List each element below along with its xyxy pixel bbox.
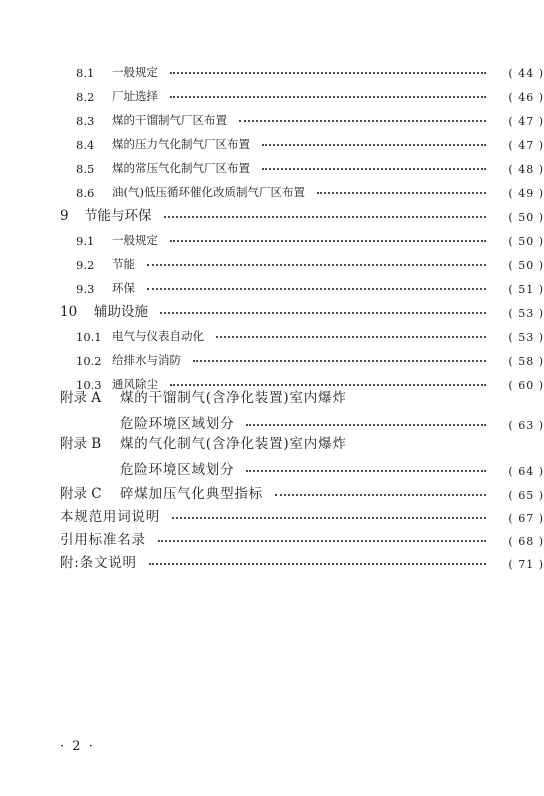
dot-leader (317, 192, 486, 194)
section-title: 厂址选择 (112, 89, 158, 103)
toc-entry-9-1[interactable] (0, 224, 544, 248)
chapter-title: 辅助设施 (94, 304, 148, 320)
page-reference: ( 50 ) (508, 259, 544, 272)
toc-entry-cited-standards[interactable] (0, 524, 544, 548)
section-number: 10.2 (76, 354, 102, 368)
section-title: 给排水与消防 (112, 353, 181, 367)
dot-leader (158, 540, 486, 542)
section-number: 10.3 (76, 378, 102, 392)
section-title: 煤的压力气化制气厂区布置 (112, 137, 250, 151)
section-number: 9.1 (76, 234, 95, 248)
toc-entry-8-1[interactable] (0, 56, 544, 80)
dot-leader (170, 72, 486, 74)
dot-leader (246, 470, 486, 472)
chapter-title: 节能与环保 (84, 208, 152, 224)
toc-entry-10[interactable] (0, 296, 544, 320)
page-reference: ( 68 ) (508, 535, 544, 548)
appendix-title: 煤的气化制气(含净化装置)室内爆炸 (120, 436, 347, 452)
section-number: 9.2 (76, 258, 95, 272)
toc-entry-8-4[interactable] (0, 128, 544, 152)
page-reference: ( 47 ) (508, 115, 544, 128)
entry-title: 引用标准名录 (60, 532, 146, 548)
toc-entry-appendix-b-line1[interactable] (60, 428, 347, 452)
section-title: 煤的干馏制气厂区布置 (112, 113, 227, 127)
chapter-number: 9 (60, 208, 69, 224)
toc-entry-9-3[interactable] (0, 272, 544, 296)
section-number: 8.5 (76, 162, 95, 176)
section-number: 8.2 (76, 90, 95, 104)
page-reference: ( 60 ) (508, 379, 544, 392)
section-number: 8.1 (76, 66, 95, 80)
appendix-number: 附录 B (60, 436, 102, 452)
page-reference: ( 63 ) (508, 419, 544, 432)
toc-entry-appendix-b-line2[interactable] (0, 454, 544, 478)
dot-leader (147, 288, 486, 290)
entry-title: 附:条文说明 (60, 555, 137, 571)
section-number: 9.3 (76, 282, 95, 296)
page-reference: ( 53 ) (508, 307, 544, 320)
page-reference: ( 44 ) (508, 67, 544, 80)
toc-entry-9[interactable] (0, 200, 544, 224)
section-number: 8.6 (76, 186, 95, 200)
section-number: 8.4 (76, 138, 95, 152)
page-reference: ( 71 ) (508, 558, 544, 571)
dot-leader (164, 216, 487, 218)
dot-leader (147, 264, 486, 266)
appendix-number: 附录 A (60, 390, 102, 406)
section-title: 电气与仪表自动化 (112, 329, 204, 343)
page-reference: ( 50 ) (508, 211, 544, 224)
page-reference: ( 46 ) (508, 91, 544, 104)
dot-leader (262, 168, 486, 170)
appendix-title: 碎煤加压气化典型指标 (120, 486, 263, 502)
chapter-number: 10 (60, 304, 78, 320)
section-number: 8.3 (76, 114, 95, 128)
dot-leader (216, 336, 486, 338)
dot-leader (262, 144, 486, 146)
toc-entry-appendix-c[interactable] (0, 478, 544, 502)
page-number: · 2 · (60, 739, 95, 754)
section-title: 一般规定 (112, 65, 158, 79)
page-reference: ( 65 ) (508, 489, 544, 502)
toc-entry-9-2[interactable] (0, 248, 544, 272)
toc-entry-10-1[interactable] (0, 320, 544, 344)
page-reference: ( 48 ) (508, 163, 544, 176)
page-reference: ( 67 ) (508, 512, 544, 525)
section-title: 一般规定 (112, 233, 158, 247)
page-reference: ( 47 ) (508, 139, 544, 152)
appendix-number: 附录 C (60, 486, 102, 502)
dot-leader (246, 424, 486, 426)
dot-leader (239, 120, 486, 122)
toc-entry-8-2[interactable] (0, 80, 544, 104)
appendix-title: 煤的干馏制气(含净化装置)室内爆炸 (120, 390, 347, 406)
page-reference: ( 64 ) (508, 465, 544, 478)
toc-entry-appendix-a-line1[interactable] (60, 382, 347, 406)
dot-leader (275, 494, 486, 496)
section-number: 10.1 (76, 330, 102, 344)
page-reference: ( 58 ) (508, 355, 544, 368)
toc-entry-clause-explanation[interactable] (0, 547, 544, 571)
dot-leader (172, 517, 486, 519)
section-title: 煤的常压气化制气厂区布置 (112, 161, 250, 175)
page-reference: ( 53 ) (508, 331, 544, 344)
dot-leader (170, 240, 486, 242)
section-title: 环保 (112, 281, 135, 295)
toc-entry-8-5[interactable] (0, 152, 544, 176)
appendix-title-continued: 危险环境区域划分 (120, 462, 235, 478)
section-title: 油(气)低压循环催化改质制气厂区布置 (112, 185, 305, 199)
section-title: 节能 (112, 257, 135, 271)
toc-entry-terms-explanation[interactable] (0, 501, 544, 525)
page-reference: ( 51 ) (508, 283, 544, 296)
appendix-title-continued: 危险环境区域划分 (120, 416, 235, 432)
dot-leader (149, 563, 486, 565)
dot-leader (193, 360, 486, 362)
toc-entry-10-2[interactable] (0, 344, 544, 368)
dot-leader (160, 312, 486, 314)
toc-entry-8-6[interactable] (0, 176, 544, 200)
toc-entry-8-3[interactable] (0, 104, 544, 128)
dot-leader (170, 96, 486, 98)
page-reference: ( 49 ) (508, 187, 544, 200)
section-title: 通风除尘 (112, 377, 158, 391)
entry-title: 本规范用词说明 (60, 509, 161, 525)
page-reference: ( 50 ) (508, 235, 544, 248)
